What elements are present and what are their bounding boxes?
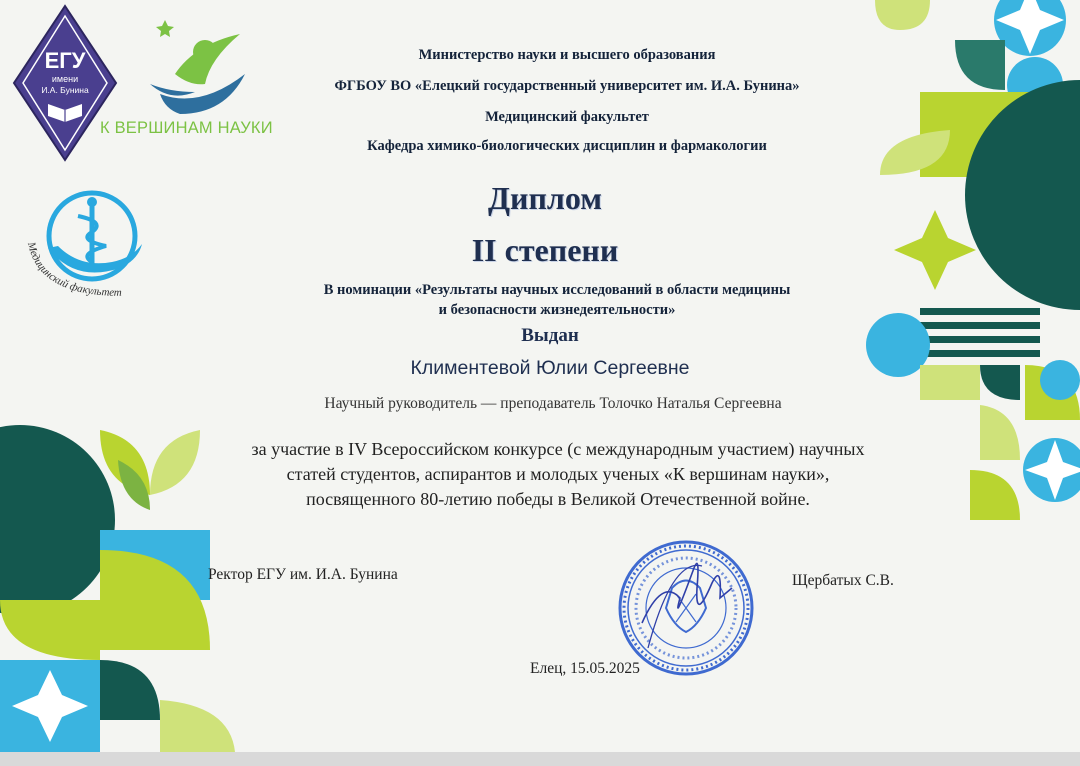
medfac-logo-text: Медицинский факультет [24,240,122,299]
right-geometric-decoration [860,0,1080,752]
nomination-line2: и безопасности жизнедеятельности» [438,302,676,318]
nomination-line1: В номинации «Результаты научных исследований в области медицины [323,282,791,298]
place-date: Елец, 15.05.2025 [530,660,640,677]
medical-faculty-logo [20,188,170,323]
peaks-logo-text: К ВЕРШИНАМ НАУКИ [100,119,273,137]
university-line: ФГБОУ ВО «Елецкий государственный университет им. И.А. Бунина» [334,78,800,94]
participation-line2: статей студентов, аспирантов и молодых ученых «К вершинам науки», [286,464,830,484]
recipient-name: Климентевой Юлии Сергеевне [410,357,690,379]
ministry-line: Министерство науки и высшего образования [418,47,716,63]
faculty-line: Медицинский факультет [485,109,649,125]
participation-line1: за участие в IV Всероссийском конкурсе (с международным участием) научных [251,439,865,459]
supervisor-line: Научный руководитель — преподаватель Толочко Наталья Сергеевна [324,395,782,412]
egu-logo-line1: ЕГУ [44,48,86,73]
rector-label: Ректор ЕГУ им. И.А. Бунина [208,566,398,583]
diploma-degree: II степени [471,232,619,268]
left-geometric-decoration [0,420,240,752]
issued-label: Выдан [521,325,579,346]
rector-name: Щербатых С.В. [792,572,894,589]
participation-line3: посвященного 80-летию победы в Великой Отечественной войне. [306,489,810,509]
bottom-bar [0,752,1080,766]
official-stamp [602,528,772,678]
diploma-title: Диплом [487,180,603,216]
egu-logo-line2: имени [51,74,79,84]
department-line: Кафедра химико-биологических дисциплин и фармакологии [367,138,767,154]
egu-logo-line3: И.А. Бунина [41,85,89,95]
